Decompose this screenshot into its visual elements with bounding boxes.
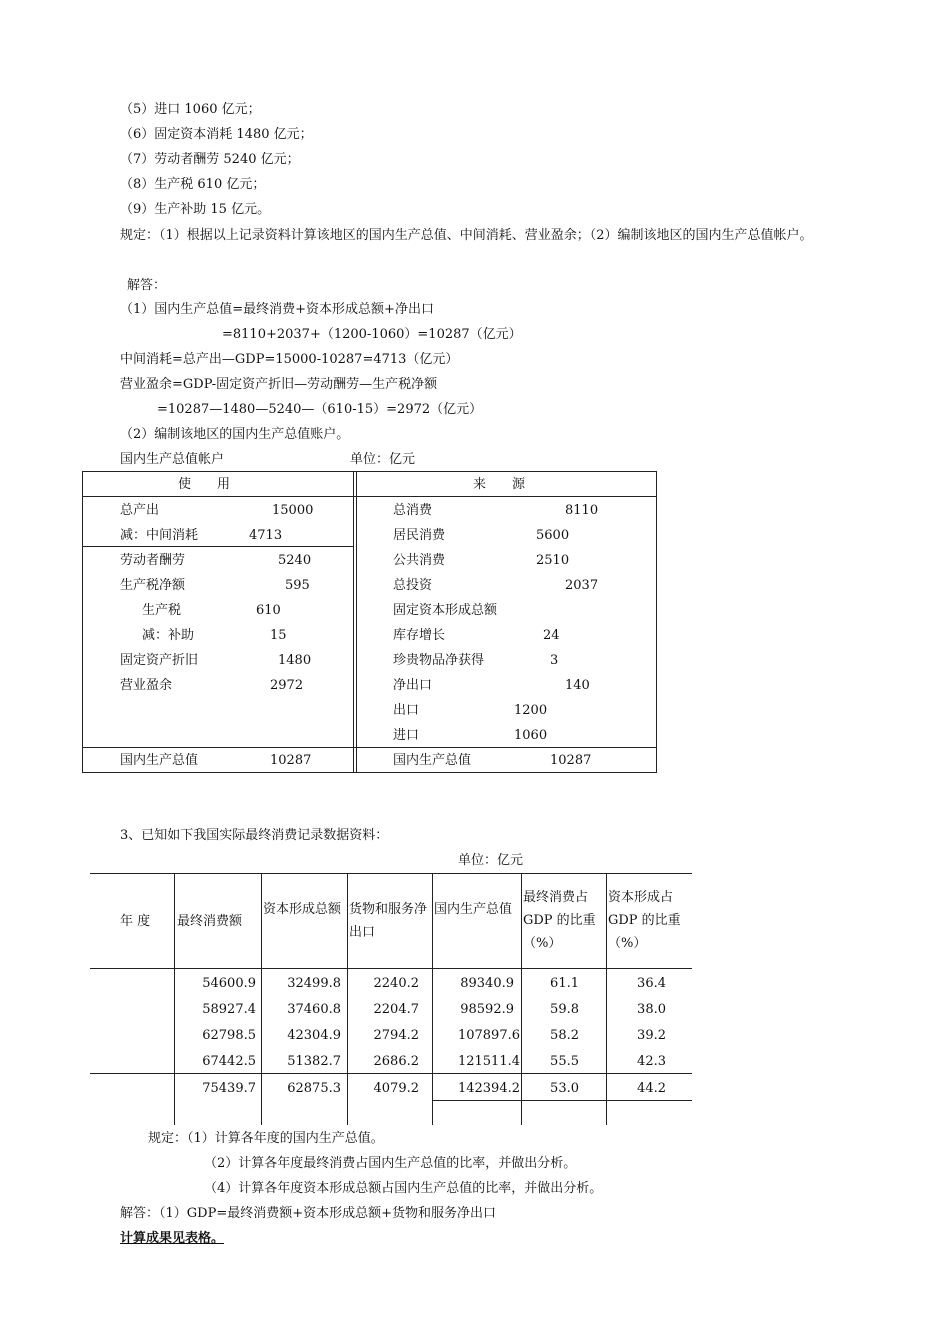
use-total-label: 国内生产总值 [120, 753, 199, 768]
header-capital-formation: 资本形成总额 [263, 902, 342, 917]
use-row-label: 固定资产折旧 [120, 653, 199, 668]
header-capital-share: 资本形成占 GDP 的比重（%） [608, 890, 681, 951]
answer-line-6: （2）编制该地区的国内生产总值账户。 [120, 427, 350, 442]
item-7: （7）劳动者酬劳 5240 亿元； [120, 152, 300, 167]
use-row-label: 减：补助 [142, 628, 195, 643]
header-consumption-share: 最终消费占 GDP 的比重（%） [523, 890, 596, 951]
answer-heading: 解答： [127, 278, 167, 293]
net-exports-cell: 4079.2 [373, 1081, 419, 1096]
net-exports-cell: 2794.2 [373, 1028, 419, 1043]
source-row-value: 5600 [536, 528, 570, 543]
source-row-label: 进口 [393, 728, 420, 743]
account-title: 国内生产总值帐户 [120, 452, 225, 467]
q3-req-3: （4）计算各年度资本形成总额占国内生产总值的比率，并做出分析。 [204, 1181, 603, 1196]
capital-formation-cell: 42304.9 [287, 1028, 341, 1043]
source-row-value: 24 [543, 628, 560, 643]
answer-line-4: 营业盈余=GDP-固定资产折旧—劳动酬劳—生产税净额 [120, 377, 438, 392]
header-gdp: 国内生产总值 [434, 902, 513, 917]
q3-title: 3、已知如下我国实际最终消费记录数据资料： [120, 828, 389, 843]
answer-line-2: =8110+2037+（1200-1060）=10287（亿元） [222, 327, 522, 342]
gdp-cell: 98592.9 [460, 1002, 514, 1017]
final-consumption-cell: 54600.9 [202, 976, 256, 991]
use-header: 使 用 [178, 477, 231, 492]
q3-answer-2: 计算成果见表格。 [120, 1231, 225, 1246]
source-row-value: 3 [550, 653, 559, 668]
use-row-label: 生产税净额 [120, 578, 186, 593]
item-5: （5）进口 1060 亿元； [120, 102, 261, 117]
gdp-cell: 89340.9 [460, 976, 514, 991]
q3-unit: 单位：亿元 [458, 853, 524, 868]
source-row-value: 2510 [536, 553, 570, 568]
net-exports-cell: 2686.2 [373, 1054, 419, 1069]
use-row-value: 1480 [278, 653, 312, 668]
source-total-value: 10287 [550, 753, 592, 768]
consumption-share-cell: 61.1 [550, 976, 579, 991]
header-net-exports: 货物和服务净出口 [349, 902, 428, 940]
final-consumption-cell: 75439.7 [202, 1081, 256, 1096]
source-row-label: 总投资 [393, 578, 433, 593]
source-row-label: 固定资本形成总额 [393, 603, 498, 618]
consumption-share-cell: 53.0 [550, 1081, 579, 1096]
gdp-cell: 107897.6 [457, 1028, 520, 1043]
source-row-value: 1200 [514, 703, 548, 718]
consumption-share-cell: 59.8 [550, 1002, 579, 1017]
source-row-label: 珍贵物品净获得 [393, 653, 485, 668]
capital-formation-cell: 51382.7 [287, 1054, 341, 1069]
use-row-value: 5240 [278, 553, 312, 568]
item-8: （8）生产税 610 亿元； [120, 177, 266, 192]
source-row-value: 2037 [565, 578, 599, 593]
use-row-label: 劳动者酬劳 [120, 553, 186, 568]
capital-formation-cell: 37460.8 [287, 1002, 341, 1017]
item-9: （9）生产补助 15 亿元。 [120, 202, 271, 217]
source-row-label: 居民消费 [393, 528, 446, 543]
capital-formation-cell: 32499.8 [287, 976, 341, 991]
gdp-cell: 142394.2 [457, 1081, 520, 1096]
net-exports-cell: 2204.7 [373, 1002, 419, 1017]
q3-answer-1: 解答：（1）GDP=最终消费额+资本形成总额+货物和服务净出口 [120, 1206, 497, 1221]
source-row-label: 净出口 [393, 678, 433, 693]
answer-line-3: 中间消耗=总产出—GDP=15000-10287=4713（亿元） [120, 352, 459, 367]
account-unit: 单位：亿元 [350, 452, 416, 467]
source-total-label: 国内生产总值 [393, 753, 472, 768]
header-year: 年 度 [120, 914, 151, 929]
consumption-share-cell: 58.2 [550, 1028, 579, 1043]
capital-formation-cell: 62875.3 [287, 1081, 341, 1096]
answer-line-1: （1）国内生产总值=最终消费+资本形成总额+净出口 [120, 302, 434, 317]
use-row-label: 营业盈余 [120, 678, 173, 693]
q3-req-1: 规定：（1）计算各年度的国内生产总值。 [148, 1131, 384, 1146]
header-final-consumption: 最终消费额 [177, 914, 243, 929]
source-row-label: 出口 [393, 703, 420, 718]
source-row-label: 公共消费 [393, 553, 446, 568]
net-exports-cell: 2240.2 [373, 976, 419, 991]
q3-req-2: （2）计算各年度最终消费占国内生产总值的比率，并做出分析。 [204, 1156, 577, 1171]
gdp-cell: 121511.4 [457, 1054, 520, 1069]
use-row-value: 610 [256, 603, 281, 618]
source-row-label: 总消费 [393, 503, 433, 518]
final-consumption-cell: 62798.5 [202, 1028, 256, 1043]
answer-line-5: =10287—1480—5240—（610-15）=2972（亿元） [157, 402, 483, 417]
use-row-value: 15000 [272, 503, 314, 518]
use-row-value: 4713 [249, 528, 283, 543]
capital-share-cell: 42.3 [637, 1054, 666, 1069]
requirement-text: 规定：（1）根据以上记录资料计算该地区的国内生产总值、中间消耗、营业盈余；（2）编制该地区的国内生产总值帐户。 [120, 228, 813, 243]
source-row-label: 库存增长 [393, 628, 446, 643]
capital-share-cell: 39.2 [637, 1028, 666, 1043]
consumption-share-cell: 55.5 [550, 1054, 579, 1069]
capital-share-cell: 44.2 [637, 1081, 666, 1096]
use-row-label: 总产出 [120, 503, 160, 518]
capital-share-cell: 38.0 [637, 1002, 666, 1017]
use-row-label: 减：中间消耗 [120, 528, 199, 543]
use-row-value: 15 [270, 628, 287, 643]
final-consumption-cell: 58927.4 [202, 1002, 256, 1017]
source-row-value: 1060 [514, 728, 548, 743]
item-6: （6）固定资本消耗 1480 亿元； [120, 127, 313, 142]
use-total-value: 10287 [270, 753, 312, 768]
source-row-value: 140 [565, 678, 590, 693]
use-row-value: 595 [285, 578, 310, 593]
capital-share-cell: 36.4 [637, 976, 666, 991]
use-row-value: 2972 [270, 678, 304, 693]
source-header: 来 源 [473, 477, 526, 492]
final-consumption-cell: 67442.5 [202, 1054, 256, 1069]
source-row-value: 8110 [565, 503, 599, 518]
use-row-label: 生产税 [142, 603, 182, 618]
